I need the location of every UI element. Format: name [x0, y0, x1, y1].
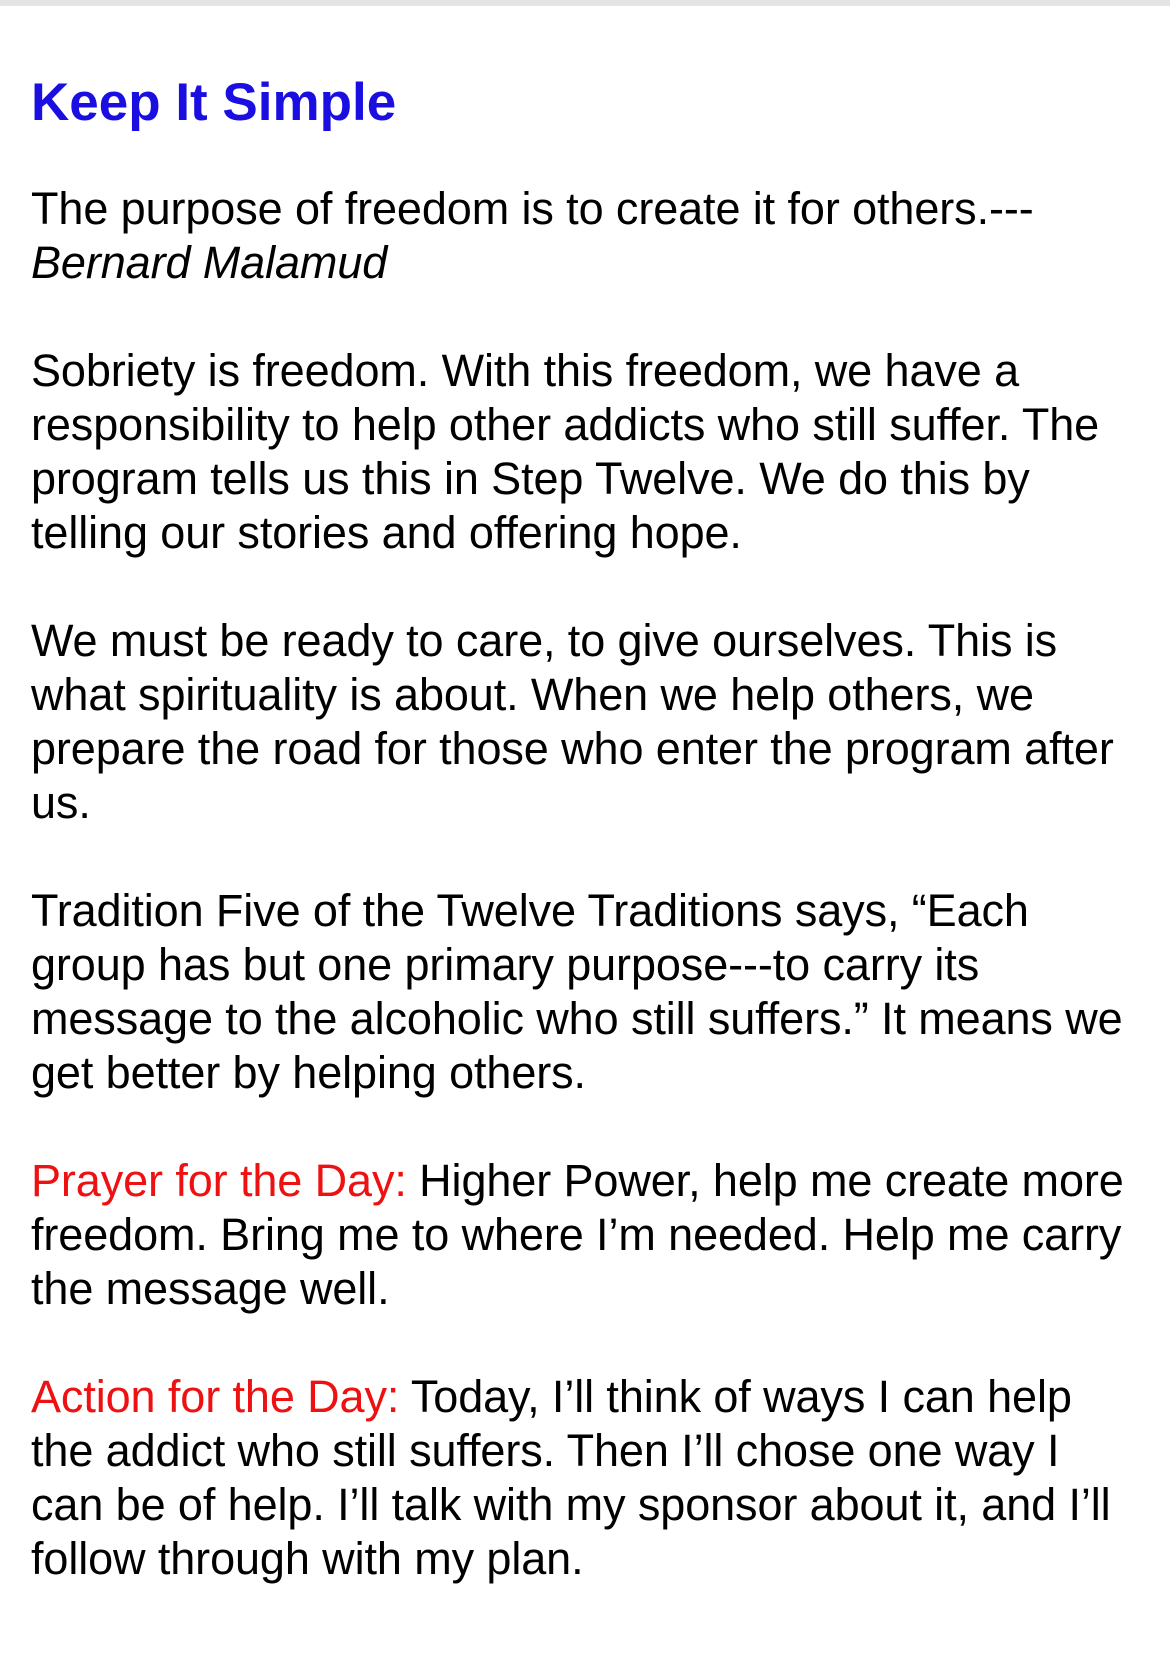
paragraph-sobriety: Sobriety is freedom. With this freedom, we have a responsibility to help other addicts who still suffer. The program tells us this in Step Twelve. We do this by telling our stories and offering hope. [31, 345, 1100, 558]
prayer-text: Higher Power, help me create more freedom. Bring me to where I’m needed. Help me carry the message well. [31, 1155, 1124, 1314]
top-divider [0, 0, 1170, 6]
prayer-label: Prayer for the Day: [31, 1155, 407, 1206]
paragraph-tradition-five: Tradition Five of the Twelve Traditions says, “Each group has but one primary purpose---to carry its message to the alcoholic who still suffers.” It means we get better by helping others. [31, 885, 1123, 1098]
prayer-for-the-day [31, 1154, 1141, 1316]
quote-text: The purpose of freedom is to create it for others.--- [31, 183, 1034, 234]
reading-content [31, 72, 1141, 1586]
page-title: Keep It Simple [31, 73, 397, 132]
paragraph-ready-to-care: We must be ready to care, to give ourselves. This is what spirituality is about. When we help others, we prepare the road for those who enter the program after us. [31, 615, 1114, 828]
action-for-the-day [31, 1370, 1141, 1586]
action-label: Action for the Day: [31, 1371, 400, 1422]
action-text: Today, I’ll think of ways I can help the addict who still suffers. Then I’ll chose one way I can be of help. I’ll talk with my sponsor about it, and I’ll follow through with my plan. [31, 1371, 1111, 1584]
quote-author: Bernard Malamud [31, 237, 388, 288]
quote [31, 182, 1141, 290]
